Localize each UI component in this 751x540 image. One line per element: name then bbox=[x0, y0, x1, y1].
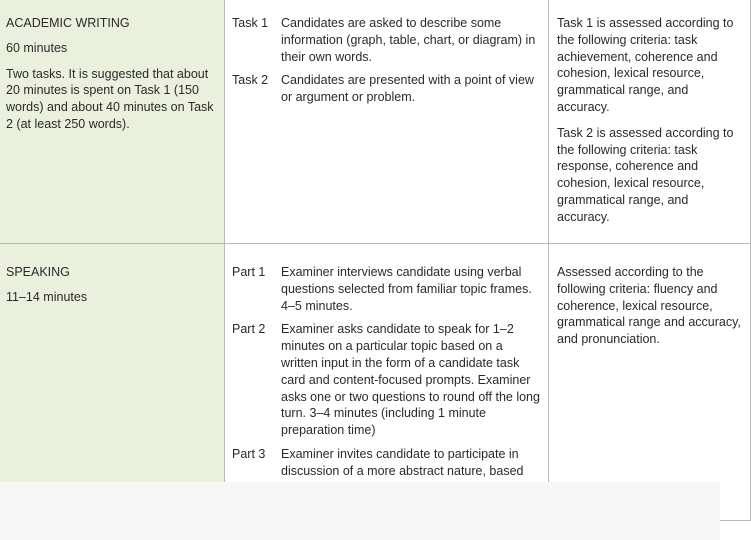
task-description: Examiner asks candidate to speak for 1–2 minutes on a particular topic based on a written input in the form of a candidate task card and content-focused prompts. Examiner asks one or two questions to round off the long turn. 3–4 minutes (including 1 minute preparation time) bbox=[281, 322, 540, 438]
task-item bbox=[232, 72, 540, 106]
task-label: Part 3 bbox=[232, 446, 266, 461]
task-description: Candidates are asked to describe some information (graph, table, chart, or diagram) in their own words. bbox=[281, 16, 536, 64]
task-item bbox=[232, 321, 540, 439]
section-title: ACADEMIC WRITING bbox=[6, 16, 130, 30]
criteria-text: Task 1 is assessed according to the following criteria: task achievement, coherence and cohesion, lexical resource, grammatical range, and accuracy. bbox=[557, 16, 734, 114]
criteria-text: Task 2 is assessed according to the following criteria: task response, coherence and cohesion, lexical resource, grammatical range, and accuracy. bbox=[557, 125, 734, 224]
task-description: Candidates are presented with a point of view or argument or problem. bbox=[281, 73, 534, 105]
task-label: Task 2 bbox=[232, 73, 269, 88]
section-duration: 11–14 minutes bbox=[6, 289, 88, 304]
table-row-academic-writing bbox=[0, 0, 751, 244]
section-info-cell bbox=[0, 0, 225, 244]
task-description: Examiner interviews candidate using verbal questions selected from familiar topic frames. 4–5 minutes. bbox=[281, 265, 532, 313]
task-item bbox=[232, 15, 540, 65]
task-label: Part 2 bbox=[232, 322, 266, 337]
tasks-cell bbox=[225, 244, 549, 521]
task-description: Examiner invites candidate to participate in discussion of a more abstract nature, based bbox=[281, 446, 524, 478]
task-label: Task 1 bbox=[232, 16, 269, 30]
section-duration: 60 minutes bbox=[6, 40, 68, 55]
task-label: Part 1 bbox=[232, 265, 266, 279]
criteria-cell bbox=[549, 0, 751, 244]
task-item bbox=[232, 264, 540, 314]
criteria-text: Assessed according to the following criteria: fluency and coherence, lexical resource, grammatical range and accuracy, and pronunciation. bbox=[557, 265, 741, 347]
section-info-cell bbox=[0, 244, 225, 521]
tasks-cell bbox=[225, 0, 549, 244]
table-row-speaking bbox=[0, 244, 751, 521]
page-bottom-background bbox=[0, 482, 720, 540]
criteria-cell bbox=[549, 244, 751, 521]
section-note: Two tasks. It is suggested that about 20 minutes is spent on Task 1 (150 words) and about 40 minutes on Task 2 (at least 250 words). bbox=[6, 66, 214, 131]
section-title: SPEAKING bbox=[6, 265, 70, 279]
